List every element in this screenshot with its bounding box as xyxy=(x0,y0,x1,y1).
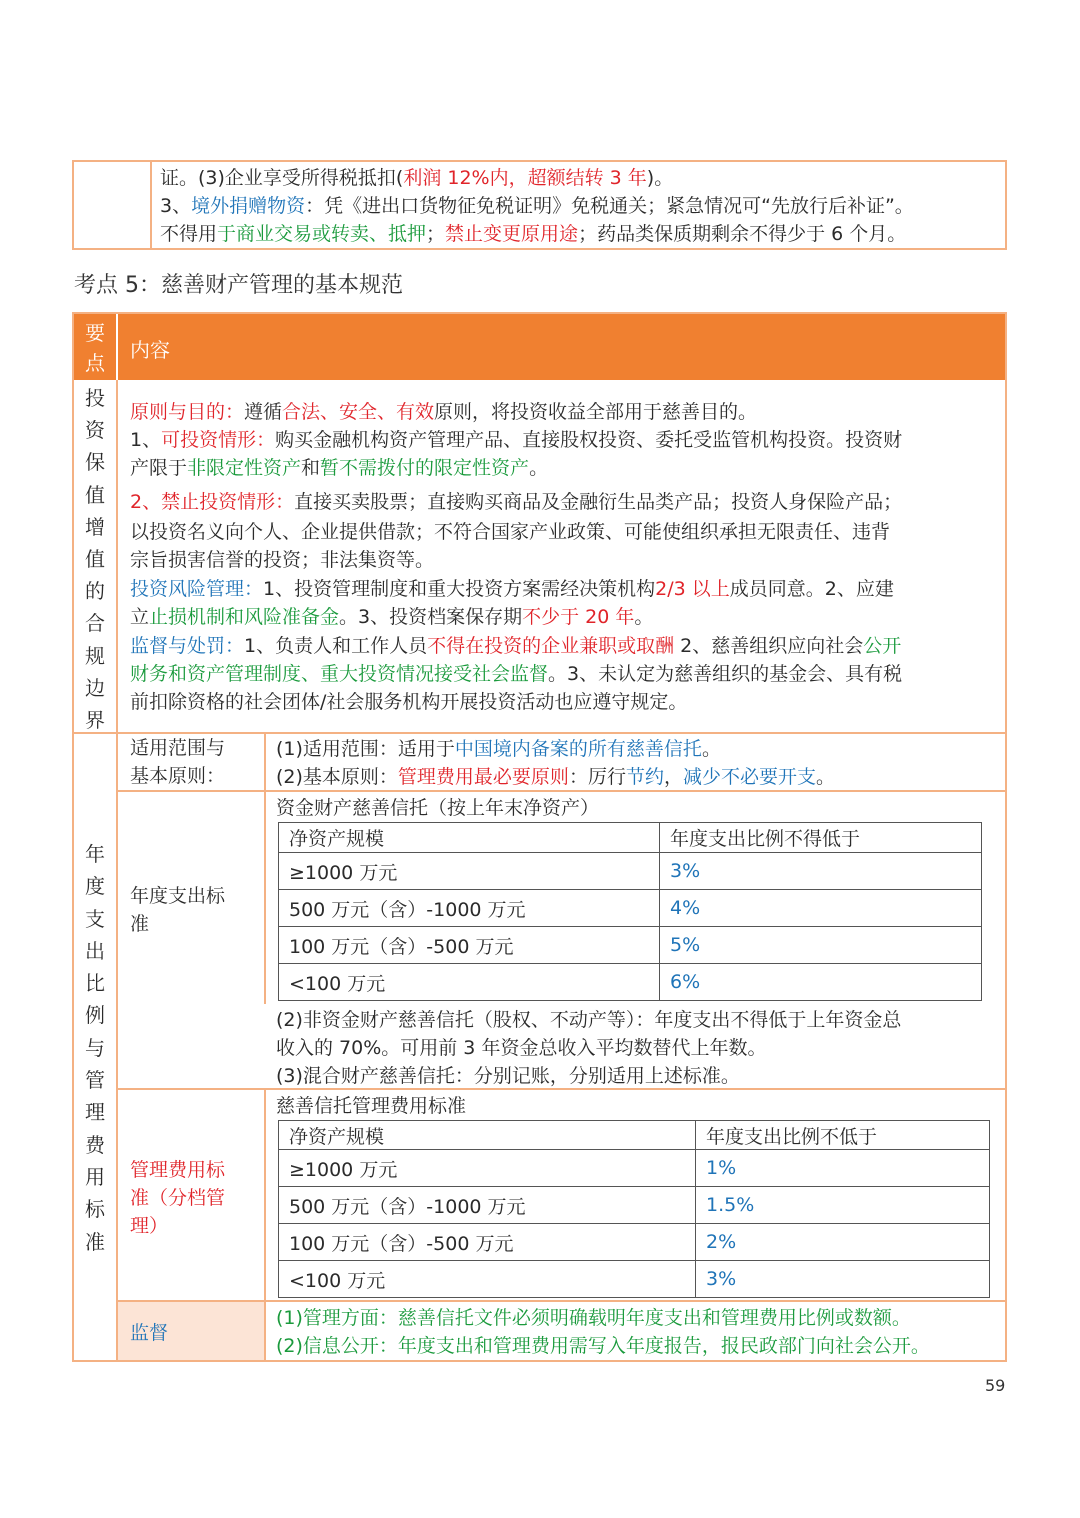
mgmt-row-3-pct: 2% xyxy=(696,1224,990,1261)
header-col1: 要点 xyxy=(74,314,118,380)
supervision-label-cell xyxy=(118,1302,266,1360)
spending-row-4-pct: 6% xyxy=(660,964,982,1001)
page-number: 59 xyxy=(985,1376,1006,1395)
spending-label-2: 准 xyxy=(130,913,150,935)
top-block-left-cell xyxy=(74,162,152,248)
mgmt-label-1: 管理费用标 xyxy=(130,1159,226,1181)
spending-col-ratio: 年度支出比例不得低于 xyxy=(660,823,982,853)
spending-row-1-pct: 3% xyxy=(660,853,982,890)
inv-p5a: 监督与处罚：1、负责人和工作人员不得在投资的企业兼职或取酬 2、慈善组织应向社会公开 xyxy=(130,635,902,657)
spending-note-2: 收入的 70%。可用前 3 年资金总收入平均数替代上年数。 xyxy=(276,1037,767,1059)
mgmt-col-scale: 净资产规模 xyxy=(279,1121,696,1150)
annual-label: 年度支出比例与管理费用标准 xyxy=(74,734,118,1360)
mgmt-table-title: 慈善信托管理费用标准 xyxy=(276,1095,467,1117)
spending-table xyxy=(278,822,982,1001)
inv-p5c: 前扣除资格的社会团体/社会服务机构开展投资活动也应遵守规定。 xyxy=(130,691,688,713)
supervision-line-1: (1)管理方面：慈善信托文件必须明确载明年度支出和管理费用比例或数额。 xyxy=(276,1307,911,1329)
header-row xyxy=(74,314,1005,380)
inv-p1: 原则与目的：遵循合法、安全、有效原则，将投资收益全部用于慈善目的。 xyxy=(130,401,758,423)
supervision-line-2: (2)信息公开：年度支出和管理费用需写入年度报告，报民政部门向社会公开。 xyxy=(276,1335,930,1357)
inv-p3c: 宗旨损害信誉的投资；非法集资等。 xyxy=(130,549,435,571)
spending-note-3: (3)混合财产慈善信托：分别记账，分别适用上述标准。 xyxy=(276,1065,740,1087)
top-line-1: 证。(3)企业享受所得税抵扣(利润 12%内，超额结转 3 年)。 xyxy=(160,167,674,189)
investment-label: 投资保值增值的合规边界 xyxy=(74,380,118,734)
mgmt-label-cell xyxy=(118,1090,266,1302)
mgmt-row-2-scale: 500 万元（含）-1000 万元 xyxy=(279,1187,696,1224)
section-title: 考点 5：慈善财产管理的基本规范 xyxy=(74,273,403,298)
mgmt-label-3: 理） xyxy=(130,1215,169,1237)
spending-row-1-scale: ≥1000 万元 xyxy=(279,853,660,890)
mgmt-row-1-scale: ≥1000 万元 xyxy=(279,1150,696,1187)
mgmt-col-ratio: 年度支出比例不低于 xyxy=(696,1121,990,1150)
scope-label-cell xyxy=(118,734,266,792)
mgmt-row-1-pct: 1% xyxy=(696,1150,990,1187)
mgmt-label-2: 准（分档管 xyxy=(130,1187,226,1209)
mgmt-table xyxy=(278,1120,990,1298)
inv-p3a: 2、禁止投资情形：直接买卖股票；直接购买商品及金融衍生品类产品；投资人身保险产品； xyxy=(130,491,903,513)
scope-line-2: (2)基本原则：管理费用最必要原则：厉行节约，减少不必要开支。 xyxy=(276,766,836,788)
top-line-2: 3、境外捐赠物资：凭《进出口货物征免税证明》免税通关；紧急情况可“先放行后补证”。 xyxy=(160,195,914,217)
investment-content xyxy=(130,398,1000,728)
inv-p4a: 投资风险管理：1、投资管理制度和重大投资方案需经决策机构2/3 以上成员同意。2、应建 xyxy=(130,578,894,600)
spending-row-2-pct: 4% xyxy=(660,890,982,927)
top-line-3: 不得用于商业交易或转卖、抵押；禁止变更原用途；药品类保质期剩余不得少于 6 个月。 xyxy=(160,223,907,245)
spending-row-3-scale: 100 万元（含）-500 万元 xyxy=(279,927,660,964)
spending-label-1: 年度支出标 xyxy=(130,885,226,907)
spending-table-title: 资金财产慈善信托（按上年末净资产） xyxy=(276,797,600,819)
spending-label-cell xyxy=(118,792,266,1004)
mgmt-row-4-scale: <100 万元 xyxy=(279,1261,696,1298)
spending-col-scale: 净资产规模 xyxy=(279,823,660,853)
scope-label-2: 基本原则： xyxy=(130,765,226,787)
inv-p2b: 产限于非限定性资产和暂不需拨付的限定性资产。 xyxy=(130,457,549,479)
inv-p2a: 1、可投资情形：购买金融机构资产管理产品、直接股权投资、委托受监管机构投资。投资财 xyxy=(130,429,903,451)
inv-p3b: 以投资名义向个人、企业提供借款；不符合国家产业政策、可能使组织承担无限责任、违背 xyxy=(130,521,891,543)
main-table xyxy=(72,312,1007,1362)
spending-note-1: (2)非资金财产慈善信托（股权、不动产等）：年度支出不得低于上年资金总 xyxy=(276,1009,902,1031)
mgmt-row-2-pct: 1.5% xyxy=(696,1187,990,1224)
spending-row-4-scale: <100 万元 xyxy=(279,964,660,1001)
mgmt-row-4-pct: 3% xyxy=(696,1261,990,1298)
spending-row-2-scale: 500 万元（含）-1000 万元 xyxy=(279,890,660,927)
scope-label-1: 适用范围与 xyxy=(130,737,226,759)
mgmt-row-3-scale: 100 万元（含）-500 万元 xyxy=(279,1224,696,1261)
top-block xyxy=(72,160,1007,250)
scope-line-1: (1)适用范围：适用于中国境内备案的所有慈善信托。 xyxy=(276,738,721,760)
header-col2: 内容 xyxy=(130,338,170,362)
inv-p5b: 财务和资产管理制度、重大投资情况接受社会监督。3、未认定为慈善组织的基金会、具有税 xyxy=(130,663,903,685)
supervision-label: 监督 xyxy=(130,1322,169,1344)
spending-row-3-pct: 5% xyxy=(660,927,982,964)
inv-p4b: 立止损机制和风险准备金。3、投资档案保存期不少于 20 年。 xyxy=(130,606,654,628)
